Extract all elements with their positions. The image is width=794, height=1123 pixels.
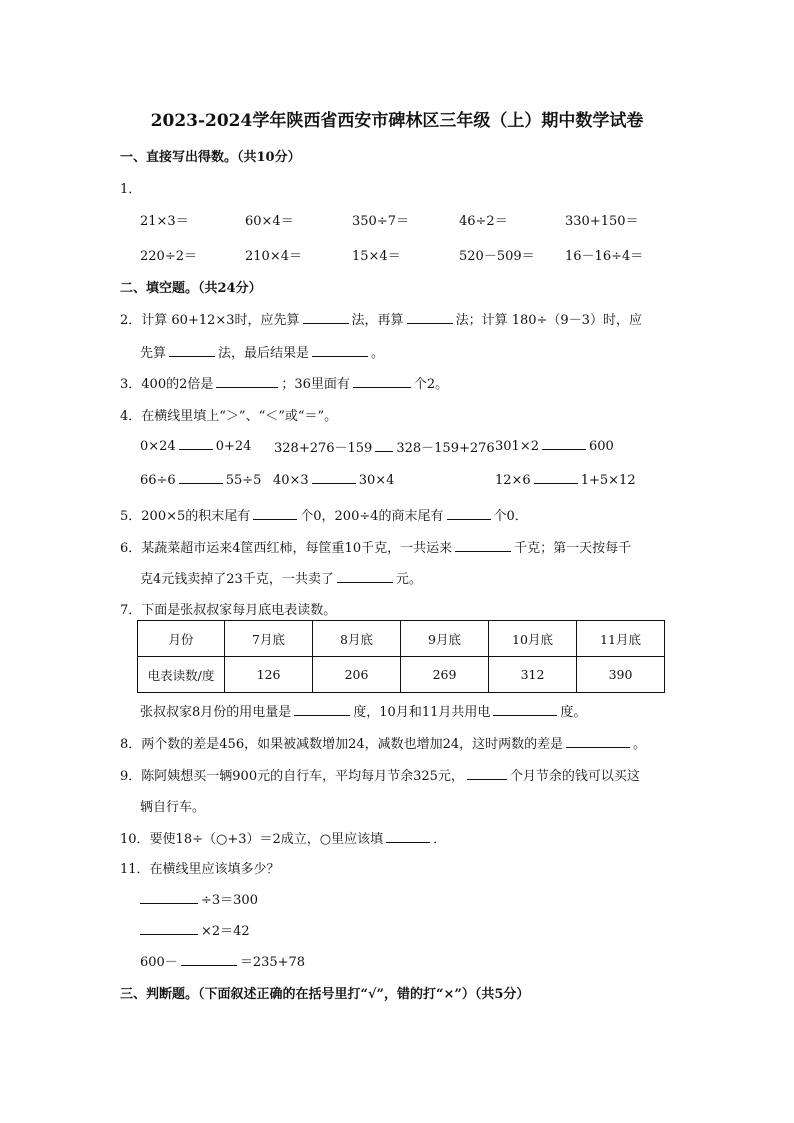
calc-item: 21×3＝ (140, 214, 189, 229)
answer-blank[interactable] (140, 922, 198, 935)
answer-blank[interactable] (294, 703, 350, 716)
answer-blank[interactable] (179, 471, 223, 484)
answer-blank[interactable] (179, 437, 213, 450)
table-cell: 269 (401, 657, 489, 693)
question-11-stem: 11．在横线里应该填多少？ (120, 862, 280, 877)
answer-blank[interactable] (407, 311, 453, 324)
section-heading-3: 三、判断题。（下面叙述正确的在括号里打“√”，错的打“×”）（共5分） (120, 987, 530, 1002)
q5-text: 5．200×5的积末尾有 (120, 509, 251, 524)
answer-blank[interactable] (542, 437, 586, 450)
question-6-line-2 (140, 568, 422, 587)
question-6-line-1 (120, 537, 631, 556)
expr: 301×2 (495, 439, 539, 454)
answer-blank[interactable] (375, 439, 393, 452)
page-title: 2023-2024学年陕西省西安市碑林区三年级（上）期中数学试卷 (150, 111, 644, 131)
table-cell: 312 (489, 657, 577, 693)
expr: 600 (588, 439, 614, 454)
q6-text: 千克；第一天按每千 (514, 541, 632, 556)
answer-blank[interactable] (534, 471, 578, 484)
q6-text: 6．某蔬菜超市运来4筐西红柿，每筐重10千克，一共运来 (120, 541, 453, 556)
compare-row-2c (495, 471, 636, 488)
calc-item: 220÷2＝ (140, 249, 197, 264)
expr: 1+5×12 (580, 473, 636, 488)
q7-text: 张叔叔家8月份的用电量是 (140, 705, 292, 720)
section-heading-2: 二、填空题。（共24分） (120, 281, 262, 296)
q10-text: ． (433, 832, 447, 847)
question-4-stem: 4．在横线里填上“＞”、“＜”或“＝”。 (120, 409, 338, 424)
calc-item: 15×4＝ (352, 249, 401, 264)
question-7-stem: 7．下面是张叔叔家每月底电表读数。 (120, 603, 337, 618)
answer-blank[interactable] (455, 539, 511, 552)
table-cell: 9月底 (401, 621, 489, 657)
answer-blank[interactable] (566, 735, 630, 748)
answer-blank[interactable] (493, 703, 557, 716)
table-cell: 11月底 (577, 621, 665, 657)
answer-blank[interactable] (303, 311, 349, 324)
question-8 (120, 733, 646, 752)
table-header-row (138, 621, 665, 657)
question-11-eq-1 (140, 889, 258, 908)
q11-text: ÷3＝300 (201, 893, 258, 908)
q2-text: 法，再算 (351, 313, 404, 328)
q2-text: 法，最后结果是 (218, 346, 310, 361)
calc-item: 46÷2＝ (459, 214, 508, 229)
expr: 66÷6 (140, 473, 176, 488)
answer-blank[interactable] (312, 344, 368, 357)
q8-text: 。 (633, 737, 647, 752)
question-9-line-1 (120, 765, 640, 784)
table-cell: 电表读数/度 (138, 657, 225, 693)
compare-row-2b (273, 471, 394, 488)
answer-blank[interactable] (447, 507, 491, 520)
table-cell: 7月底 (225, 621, 313, 657)
q11-text: 600－ (140, 955, 178, 970)
q5-text: 个0，200÷4的商末尾有 (300, 509, 444, 524)
question-11-eq-2 (140, 920, 250, 939)
table-cell: 206 (313, 657, 401, 693)
calc-item: 520－509＝ (459, 249, 535, 264)
answer-blank[interactable] (181, 953, 237, 966)
q5-text: 个0． (493, 509, 528, 524)
table-cell: 390 (577, 657, 665, 693)
q2-text: 法；计算 180÷（9－3）时，应 (455, 313, 642, 328)
question-3 (120, 373, 448, 392)
q10-text: 10．要使18÷（○+3）＝2成立，○里应该填 (120, 832, 384, 847)
section-heading-1: 一、直接写出得数。（共10分） (120, 150, 301, 165)
q3-text: 3．400的2倍是 (120, 377, 214, 392)
q9-text: 9．陈阿姨想买一辆900元的自行车，平均每月节余325元， (120, 769, 464, 784)
expr: 0×24 (140, 439, 176, 454)
q3-text: ；36里面有 (281, 377, 350, 392)
answer-blank[interactable] (386, 830, 430, 843)
calc-item: 330+150＝ (565, 214, 639, 229)
answer-blank[interactable] (140, 891, 198, 904)
compare-row-1c (495, 437, 614, 454)
q11-text: ＝235+78 (239, 955, 306, 970)
answer-blank[interactable] (467, 767, 507, 780)
expr: 55÷5 (225, 473, 262, 488)
compare-row-1 (140, 437, 251, 454)
table-cell: 月份 (138, 621, 225, 657)
expr: 12×6 (495, 473, 531, 488)
expr: 328－159+276 (396, 441, 495, 456)
expr: 30×4 (358, 473, 395, 488)
q2-text: 。 (371, 346, 385, 361)
expr: 40×3 (273, 473, 309, 488)
table-cell: 8月底 (313, 621, 401, 657)
q7-text: 度，10月和11月共用电 (353, 705, 491, 720)
calc-item: 60×4＝ (245, 214, 294, 229)
question-1-number: 1． (120, 182, 142, 197)
answer-blank[interactable] (312, 471, 356, 484)
q2-text: 2．计算 60+12×3时，应先算 (120, 313, 300, 328)
q6-text: 元。 (395, 572, 422, 587)
question-5 (120, 505, 528, 524)
table-row (138, 657, 665, 693)
table-cell: 10月底 (489, 621, 577, 657)
q7-text: 度。 (560, 705, 587, 720)
meter-reading-table (137, 620, 665, 693)
answer-blank[interactable] (353, 375, 411, 388)
answer-blank[interactable] (253, 507, 297, 520)
q11-text: ×2＝42 (201, 924, 250, 939)
question-9-line-2: 辆自行车。 (140, 800, 206, 815)
expr: 0+24 (215, 439, 252, 454)
q9-text: 个月节余的钱可以买这 (509, 769, 640, 784)
answer-blank[interactable] (169, 344, 215, 357)
calc-item: 350÷7＝ (352, 214, 409, 229)
q3-text: 个2。 (413, 377, 449, 392)
table-cell: 126 (225, 657, 313, 693)
question-2-line-1 (120, 309, 642, 328)
answer-blank[interactable] (216, 375, 278, 388)
question-10 (120, 828, 446, 847)
answer-blank[interactable] (337, 570, 393, 583)
expr: 328+276－159 (274, 441, 373, 456)
compare-row-1b (274, 437, 495, 456)
q8-text: 8．两个数的差是456，如果被减数增加24，减数也增加24，这时两数的差是 (120, 737, 564, 752)
q6-text: 克4元钱卖掉了23千克，一共卖了 (140, 572, 334, 587)
compare-row-2 (140, 471, 261, 488)
question-7-answer-line (140, 701, 586, 720)
question-11-eq-3 (140, 951, 305, 970)
calc-item: 16－16÷4＝ (565, 249, 644, 264)
question-2-line-2 (140, 342, 384, 361)
calc-item: 210×4＝ (245, 249, 302, 264)
q2-text: 先算 (140, 346, 167, 361)
